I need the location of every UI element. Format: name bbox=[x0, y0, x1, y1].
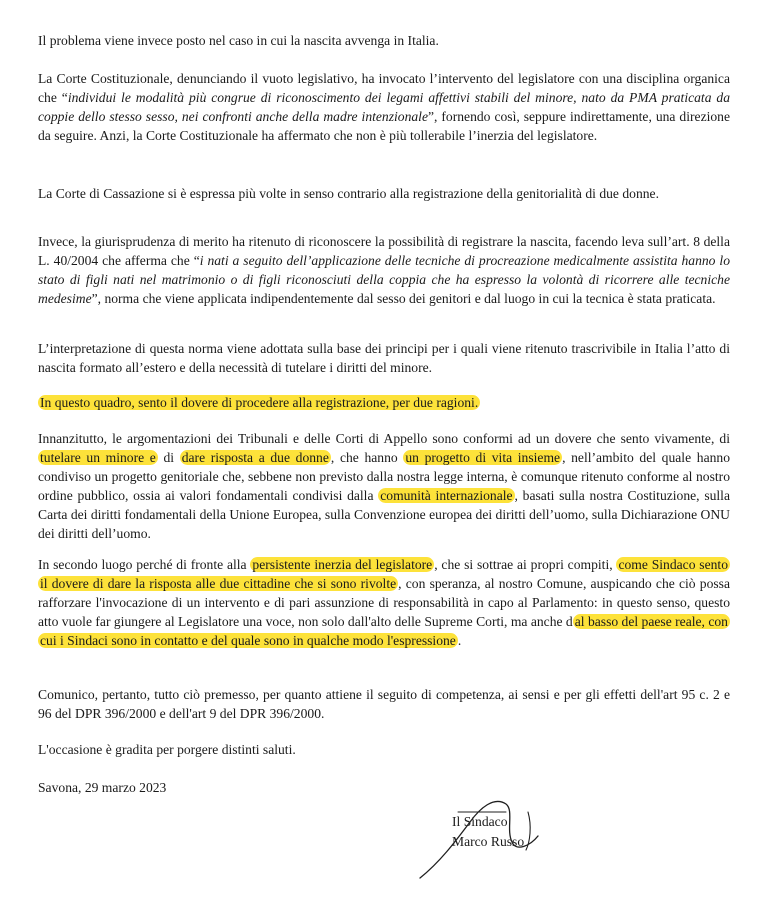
text-span: , che hanno bbox=[330, 450, 404, 465]
highlighted-text: dare risposta a due donne bbox=[181, 450, 329, 465]
text-span: , basati sulla nostra Costituzione, sulla Carta dei diritti fondamentali della Unione Europea, sulla Convenzione europea dei diritti dell’uomo, sulla Dichiarazione ONU dei diritti dell’uomo. bbox=[38, 488, 730, 541]
text-span: Innanzitutto, le argomentazioni dei Tribunali e delle Corti di Appello sono conformi ad un dovere che sento vivamente, di bbox=[38, 431, 730, 446]
quote-text: i nati a seguito dell’applicazione delle tecniche di procreazione medicalmente assistita hanno lo stato di figli nati nel matrimonio o di figli riconosciuti della coppia che ha espresso la volontà di ricorrere alle tecniche medesime bbox=[38, 253, 730, 306]
text-span: . bbox=[457, 633, 462, 648]
text-span: ”, fornendo così, seppure indirettamente, una direzione da seguire. Anzi, la Corte Costituzionale ha affermato che non è più tollerabile l’inerzia del legislatore. bbox=[38, 109, 731, 143]
signature-name: Marco Russo bbox=[452, 834, 525, 849]
highlighted-text: un progetto di vita insieme bbox=[405, 450, 561, 465]
text-span: di bbox=[157, 450, 180, 465]
text-span: , che si sottrae ai propri compiti, bbox=[434, 557, 617, 572]
highlighted-text: persistente inerzia del legislatore bbox=[252, 557, 433, 572]
text-span: ”, norma che viene applicata indipendentemente dal sesso dei genitori e dal luogo in cui la tecnica è stata praticata. bbox=[91, 291, 716, 306]
text-span: La Corte Costituzionale, denunciando il vuoto legislativo, ha invocato l’intervento del legislatore con una disciplina organica che “ bbox=[38, 71, 730, 105]
place-date: Savona, 29 marzo 2023 bbox=[38, 780, 167, 795]
quote-text: individui le modalità più congrue di riconoscimento dei legami affettivi stabili del minore, nato da PMA praticata da coppie dello stesso sesso, nei confronti anche della madre intenzionale bbox=[38, 90, 730, 124]
highlighted-text: al basso del paese reale, con cui i Sindaci sono in contatto e del quale sono in qualche modo l'espressione bbox=[40, 614, 728, 648]
text-span: , nell’ambito del quale hanno condiviso un progetto genitoriale che, sebbene non previsto dalla nostra legge interna, è comunque ritenuto conforme al nostro ordine pubblico, ossia ai valori fondamentali condivisi dalla bbox=[38, 450, 730, 503]
highlighted-text: comunità internazionale bbox=[380, 488, 513, 503]
signature-role: Il Sindaco bbox=[452, 814, 508, 829]
text-span: , con speranza, al nostro Comune, auspicando che ciò possa rafforzare l'invocazione di un intervento e di pari assunzione di responsabilità in capo al Parlamento: in questo senso, questo atto vuole far giungere al Legislatore una voce, non solo dall'alto delle Supreme Corti, ma anche d bbox=[38, 576, 730, 629]
paragraph-saluti: L'occasione è gradita per porgere distinti saluti. bbox=[38, 742, 296, 757]
highlighted-text: In questo quadro, sento il dovere di procedere alla registrazione, per due ragioni. bbox=[40, 395, 479, 410]
text-span: Invece, la giurisprudenza di merito ha ritenuto di riconoscere la possibilità di registrare la nascita, facendo leva sull’art. 8 della L. 40/2004 che afferma che “ bbox=[38, 234, 730, 268]
paragraph-comunico: Comunico, pertanto, tutto ciò premesso, per quanto attiene il seguito di competenza, ai sensi e per gli effetti dell'art 95 c. 2 e 96 del DPR 396/2000 e dell'art 9 del DPR 396/2000. bbox=[38, 687, 730, 721]
highlighted-text: tutelare un minore e bbox=[40, 450, 156, 465]
paragraph-interpretazione: L’interpretazione di questa norma viene adottata sulla base dei principi per i quali viene ritenuto trascrivibile in Italia l’atto di nascita formato all’estero e della necessità di tutelare i diritti del minore. bbox=[38, 341, 730, 375]
highlighted-text: come Sindaco sento il dovere di dare la risposta alle due cittadine che si sono rivolte bbox=[40, 557, 728, 591]
paragraph-cassazione: La Corte di Cassazione si è espressa più volte in senso contrario alla registrazione della genitorialità di due donne. bbox=[38, 186, 659, 201]
paragraph-intro: Il problema viene invece posto nel caso in cui la nascita avvenga in Italia. bbox=[38, 33, 439, 48]
text-span: In secondo luogo perché di fronte alla bbox=[38, 557, 251, 572]
